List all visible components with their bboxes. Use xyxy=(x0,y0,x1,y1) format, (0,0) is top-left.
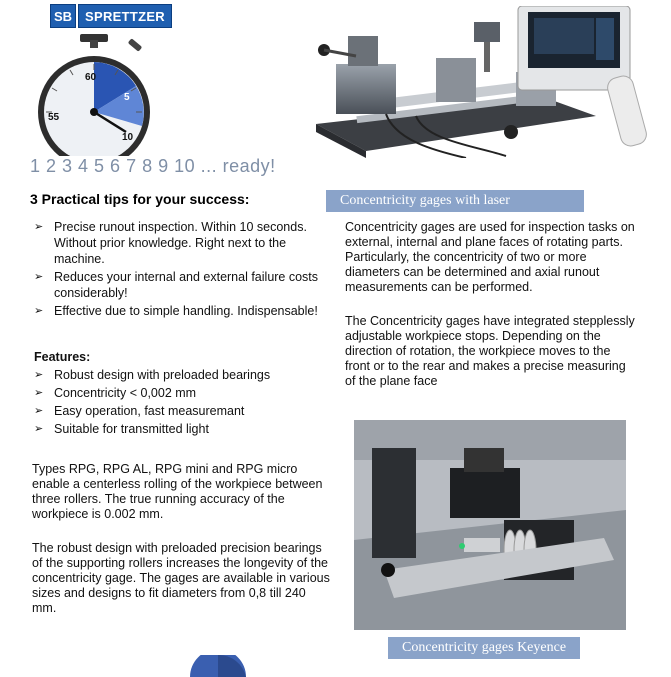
keyence-banner: Concentricity gages Keyence xyxy=(388,637,580,659)
stopwatch-icon xyxy=(28,34,158,156)
tips-heading: 3 Practical tips for your success: xyxy=(30,191,250,207)
arrow-bullet-icon: ➢ xyxy=(34,271,44,283)
types-paragraph: Types RPG, RPG AL, RPG mini and RPG micro enable a centerless rolling of the workpiece between three rollers. The true running accuracy of the workpiece is 0.002 mm. xyxy=(32,462,323,521)
brand-mark: SB xyxy=(50,4,76,28)
arrow-bullet-icon: ➢ xyxy=(34,305,44,317)
laser-paragraph-2: The Concentricity gages have integrated stepplessly adjustable workpiece stops. Depending on the direction of rotation, the workpiece moves to the front or to the rear and makes a precise measuring of the plane face xyxy=(345,314,635,388)
features-list xyxy=(30,367,330,439)
countdown-text: 1 2 3 4 5 6 7 8 9 10 ... ready! xyxy=(30,156,276,176)
dial-label-5: 5 xyxy=(124,92,130,103)
footer-logo-icon xyxy=(190,655,246,677)
arrow-bullet-icon: ➢ xyxy=(34,405,44,417)
dial-label-60: 60 xyxy=(85,72,97,83)
keyence-gage-photo xyxy=(354,420,626,630)
robust-paragraph: The robust design with preloaded precision bearings of the supporting rollers increases the longevity of the concentricity gage. The gages are available in various sizes and designs to fit diameters from 0,8 till 240 mm. xyxy=(32,541,330,615)
dial-label-10: 10 xyxy=(122,132,134,143)
tip-text: Effective due to simple handling. Indispensable! xyxy=(54,304,318,318)
list-item xyxy=(30,421,330,437)
arrow-bullet-icon: ➢ xyxy=(34,369,44,381)
features-heading: Features: xyxy=(34,350,91,364)
list-item xyxy=(30,219,330,267)
laser-gage-photo xyxy=(296,6,658,158)
feature-text: Suitable for transmitted light xyxy=(54,422,209,436)
laser-banner: Concentricity gages with laser xyxy=(326,190,584,212)
arrow-bullet-icon: ➢ xyxy=(34,221,44,233)
list-item xyxy=(30,367,330,383)
tip-text: Precise runout inspection. Within 10 seconds. Without prior knowledge. Right next to the machine. xyxy=(54,220,307,266)
feature-text: Concentricity < 0,002 mm xyxy=(54,386,197,400)
dial-label-55: 55 xyxy=(48,112,60,123)
feature-text: Robust design with preloaded bearings xyxy=(54,368,271,382)
laser-paragraph-1: Concentricity gages are used for inspection tasks on external, internal and plane faces of rotating parts. Particularly, the concentricity of two or more diameters can be determined and axial runout measurements can be performed. xyxy=(345,220,635,294)
brand-logo xyxy=(50,4,178,28)
feature-text: Easy operation, fast measuremant xyxy=(54,404,245,418)
arrow-bullet-icon: ➢ xyxy=(34,387,44,399)
list-item xyxy=(30,403,330,419)
tip-text: Reduces your internal and external failure costs considerably! xyxy=(54,270,319,300)
list-item xyxy=(30,385,330,401)
list-item xyxy=(30,269,330,301)
list-item xyxy=(30,303,330,319)
brand-name: SPRETTZER xyxy=(78,4,172,28)
tips-list xyxy=(30,219,330,321)
arrow-bullet-icon: ➢ xyxy=(34,423,44,435)
